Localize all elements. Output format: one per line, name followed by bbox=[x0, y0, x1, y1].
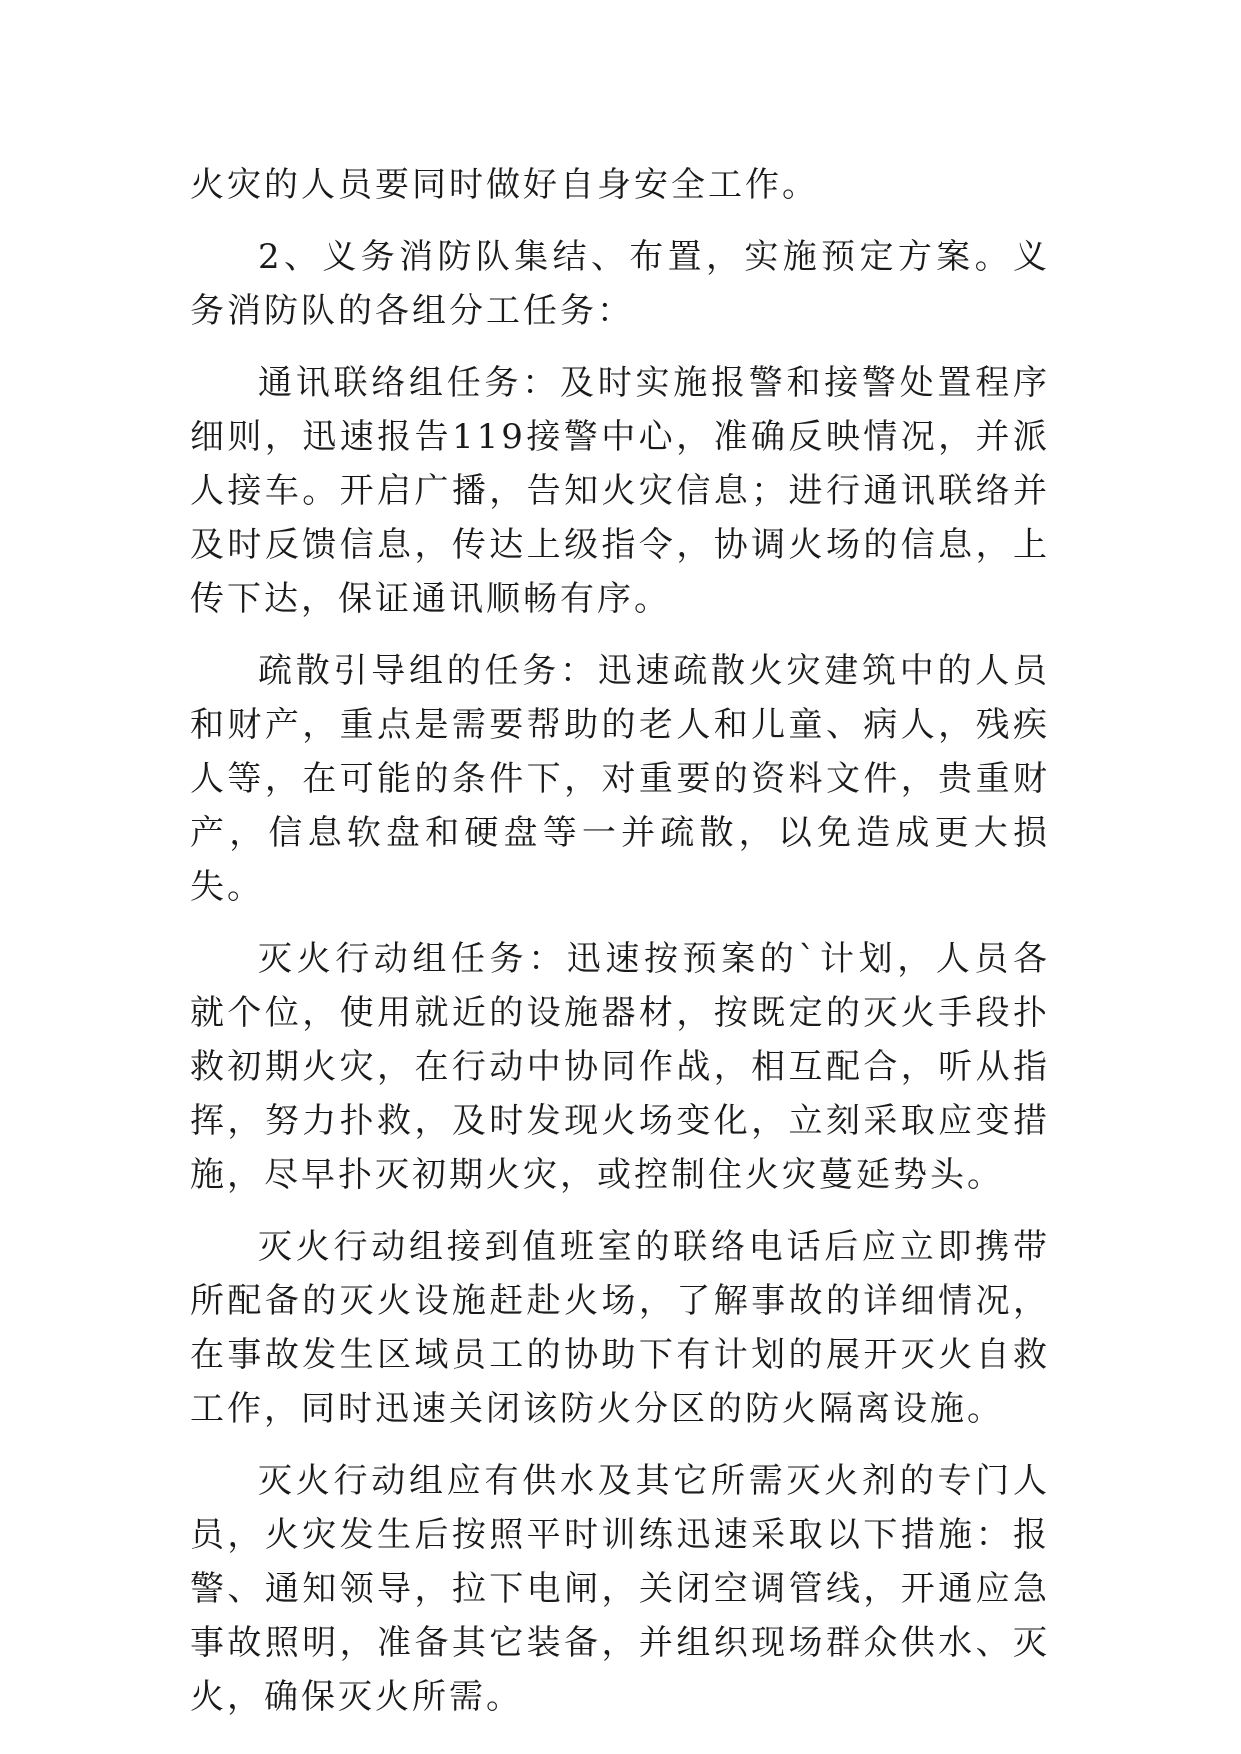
paragraph-1: 火灾的人员要同时做好自身安全工作。 bbox=[190, 165, 819, 205]
document-body bbox=[190, 158, 1050, 1742]
paragraph-6: 灭火行动组接到值班室的联络电话后应立即携带所配备的灭火设施赶赴火场，了解事故的详细情况，在事故发生区域员工的协助下有计划的展开灭火自救工作，同时迅速关闭该防火分区的防火隔离设施。 bbox=[190, 1227, 1050, 1429]
paragraph-2: 2、义务消防队集结、布置，实施预定方案。义务消防队的各组分工任务： bbox=[190, 237, 1050, 331]
paragraph-4: 疏散引导组的任务：迅速疏散火灾建筑中的人员和财产，重点是需要帮助的老人和儿童、病人，残疾人等，在可能的条件下，对重要的资料文件，贵重财产，信息软盘和硬盘等一并疏散，以免造成更大损失。 bbox=[190, 651, 1050, 907]
paragraph-3: 通讯联络组任务：及时实施报警和接警处置程序细则，迅速报告119接警中心，准确反映情况，并派人接车。开启广播，告知火灾信息；进行通讯联络并及时反馈信息，传达上级指令，协调火场的信息，上传下达，保证通讯顺畅有序。 bbox=[190, 363, 1050, 619]
paragraph-5: 灭火行动组任务：迅速按预案的`计划，人员各就个位，使用就近的设施器材，按既定的灭火手段扑救初期火灾，在行动中协同作战，相互配合，听从指挥，努力扑救，及时发现火场变化，立刻采取应变措施，尽早扑灭初期火灾，或控制住火灾蔓延势头。 bbox=[190, 939, 1050, 1195]
paragraph-7: 灭火行动组应有供水及其它所需灭火剂的专门人员，火灾发生后按照平时训练迅速采取以下措施：报警、通知领导，拉下电闸，关闭空调管线，开通应急事故照明，准备其它装备，并组织现场群众供水、灭火，确保灭火所需。 bbox=[190, 1461, 1050, 1717]
